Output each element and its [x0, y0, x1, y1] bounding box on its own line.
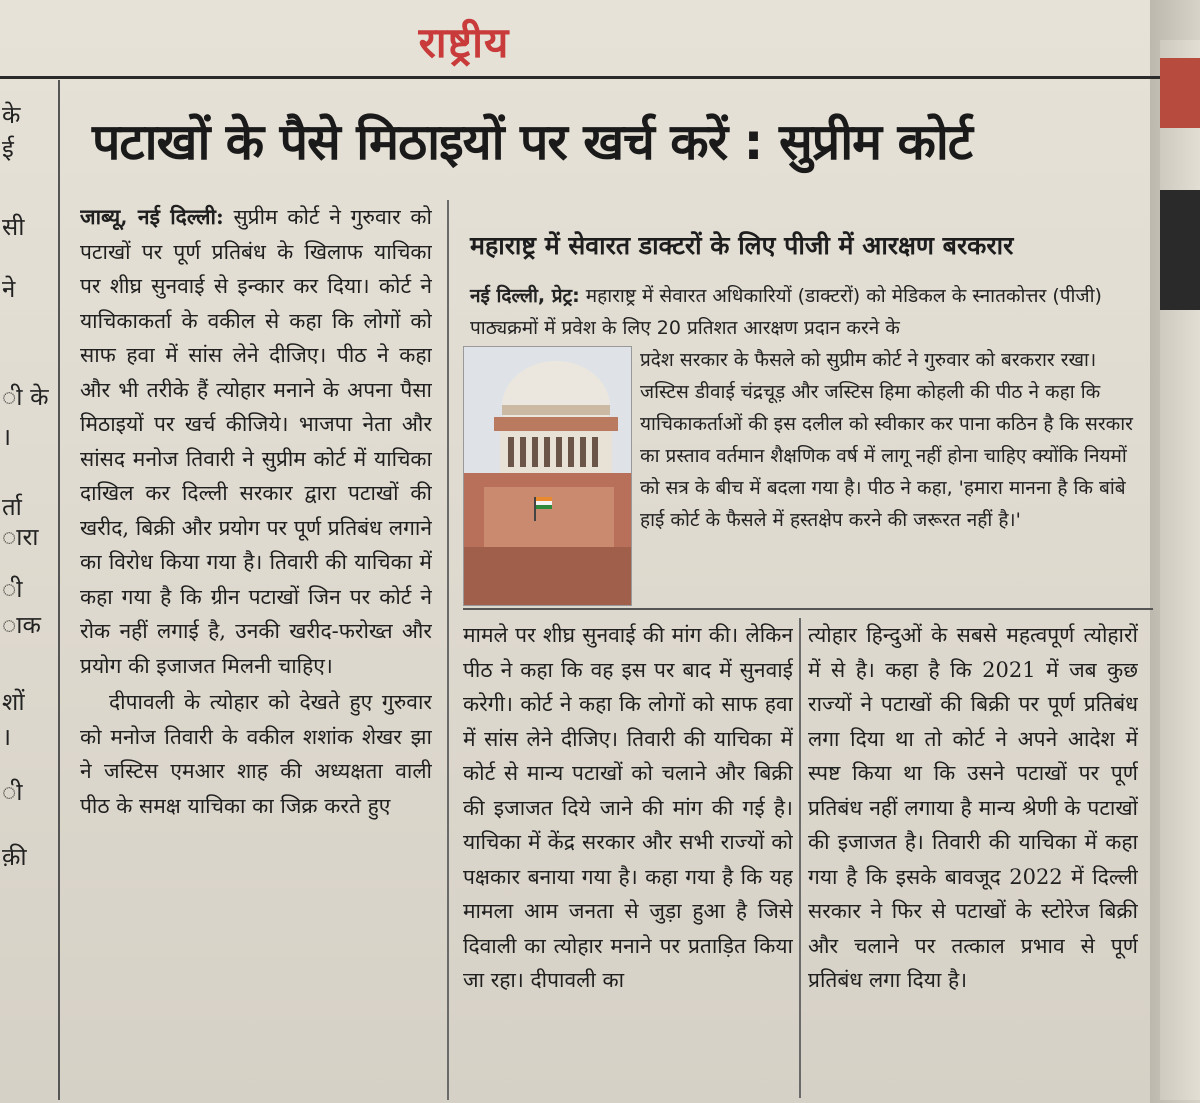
section-label: राष्ट्रीय — [418, 18, 510, 67]
main-dateline: जाब्यू, नई दिल्ली: — [80, 204, 224, 229]
left-strip-fragment: । — [2, 723, 12, 751]
left-strip-fragment: ाक — [2, 611, 41, 639]
left-strip-fragment: ी — [2, 778, 23, 806]
main-story-column-1 — [80, 200, 432, 1100]
left-strip-fragment: ी के — [2, 383, 49, 411]
main-story-column-3: त्योहार हिन्दुओं के सबसे महत्वपूर्ण त्योहारों में से है। कहा है कि 2021 में जब कुछ राज्यों ने पटाखों की बिक्री पर पूर्ण प्रतिबंध लगा दिया था तो कोर्ट ने अपने आदेश में स्पष्ट किया था कि उसने पटाखों पर पूर्ण प्रतिबंध नहीं लगाया है मान्य श्रेणी के पटाखों की इजाजत है। तिवारी की याचिका में कहा गया है कि इसके बावजूद 2022 में दिल्ली सरकार ने फिर से पटाखों के स्टोरेज बिक्री और चलाने पर तत्काल प्रभाव से पूर्ण प्रतिबंध लगा दिया है। — [808, 623, 1138, 992]
left-strip-fragment: ारा — [2, 523, 39, 551]
supreme-court-photo — [463, 346, 632, 606]
main-headline: पटाखों के पैसे मिठाइयों पर खर्च करें : सुप्रीम कोर्ट — [92, 113, 973, 171]
adjacent-black-block — [1160, 190, 1200, 310]
left-strip-fragment: ई — [2, 135, 14, 163]
left-strip-fragment: क़ी — [2, 843, 27, 871]
left-strip-fragment: ी — [2, 575, 23, 603]
left-strip-fragment: शों — [2, 688, 25, 716]
sub-story-text-side: प्रदेश सरकार के फैसले को सुप्रीम कोर्ट ने गुरुवार को बरकरार रखा। जस्टिस डीवाई चंद्रचूड़ और जस्टिस हिमा कोहली की पीठ ने कहा कि याचिकाकर्ताओं की इस दलील को स्वीकार कर पाना कठिन है कि सरकार का प्रस्ताव वर्तमान शैक्षणिक वर्ष में लागू नहीं होना चाहिए क्योंकि नियमों को सत्र के बीच में बदला गया है। पीठ ने कहा, 'हमारा मानना है कि बांबे हाई कोर्ट के फैसले में हस्तक्षेप करने की जरूरत नहीं है।' — [640, 349, 1133, 531]
supreme-court-building-image — [464, 347, 631, 605]
left-strip-fragment: सी — [2, 213, 25, 241]
main-story-column-2: मामले पर शीघ्र सुनवाई की मांग की। लेकिन पीठ ने कहा कि वह इस पर बाद में सुनवाई करेगी। कोर्ट ने कहा कि लोगों को साफ हवा में सांस लेने दीजिए। तिवारी की याचिका में कोर्ट से मान्य पटाखों को चलाने और बिक्री की इजाजत दिये जाने की मांग की गई है। याचिका में केंद्र सरकार और सभी राज्यों को पक्षकार बनाया गया है। कहा गया है कि यह मामला आम जनता से जुड़ा हुआ है जिसे दिवाली का त्योहार मनाने पर प्रताड़ित किया जा रहा। दीपावली का — [463, 623, 793, 992]
sub-story-text-top — [470, 280, 1140, 344]
column-rule-2 — [799, 618, 801, 1098]
sub-story-bottom-rule — [463, 608, 1153, 610]
adjacent-red-block — [1160, 58, 1200, 128]
main-story-para-2: दीपावली के त्योहार को देखते हुए गुरुवार को मनोज तिवारी के वकील शशांक शेखर झा ने जस्टिस एमआर शाह की अध्यक्षता वाली पीठ के समक्ष याचिका का जिक्र करते हुए — [80, 690, 432, 818]
left-strip-fragment: र्ता — [2, 493, 22, 521]
left-strip-fragment: । — [2, 423, 12, 451]
left-strip-fragment: के — [2, 101, 21, 129]
left-column-rule — [58, 80, 60, 1100]
left-strip-fragment: ने — [2, 275, 16, 303]
sub-story-text-top-body: महाराष्ट्र में सेवारत अधिकारियों (डाक्टरों) को मेडिकल के स्नातकोत्तर (पीजी) पाठ्यक्रमों में प्रवेश के लिए 20 प्रतिशत आरक्षण प्रदान करने के — [470, 285, 1102, 339]
adjacent-page-right — [1160, 40, 1200, 1100]
sub-story-headline: महाराष्ट्र में सेवारत डाक्टरों के लिए पीजी में आरक्षण बरकरार — [470, 231, 1014, 260]
main-story-para-1: सुप्रीम कोर्ट ने गुरुवार को पटाखों पर पूर्ण प्रतिबंध के खिलाफ याचिका पर शीघ्र सुनवाई से इन्कार कर दिया। कोर्ट ने याचिकाकर्ता के वकील से कहा कि लोगों को साफ हवा में सांस लेने दीजिए। पीठ ने कहा और भी तरीके हैं त्योहार मनाने के अपना पैसा मिठाइयों पर खर्च कीजिये। भाजपा नेता और सांसद मनोज तिवारी ने सुप्रीम कोर्ट में याचिका दाखिल कर दिल्ली सरकार द्वारा पटाखों की खरीद, बिक्री और प्रयोग पर पूर्ण प्रतिबंध लगाने का विरोध किया गया है। तिवारी की याचिका में कहा गया है कि ग्रीन पटाखों जिन पर कोर्ट ने रोक नहीं लगाई है, उनकी खरीद-फरोख्त और प्रयोग की इजाजत मिलनी चाहिए। — [80, 205, 432, 678]
top-rule — [0, 76, 1160, 79]
sub-story-dateline: नई दिल्ली, प्रेट्र: — [470, 285, 580, 307]
adjacent-column-left — [0, 80, 56, 1100]
column-rule-1 — [447, 200, 449, 1100]
